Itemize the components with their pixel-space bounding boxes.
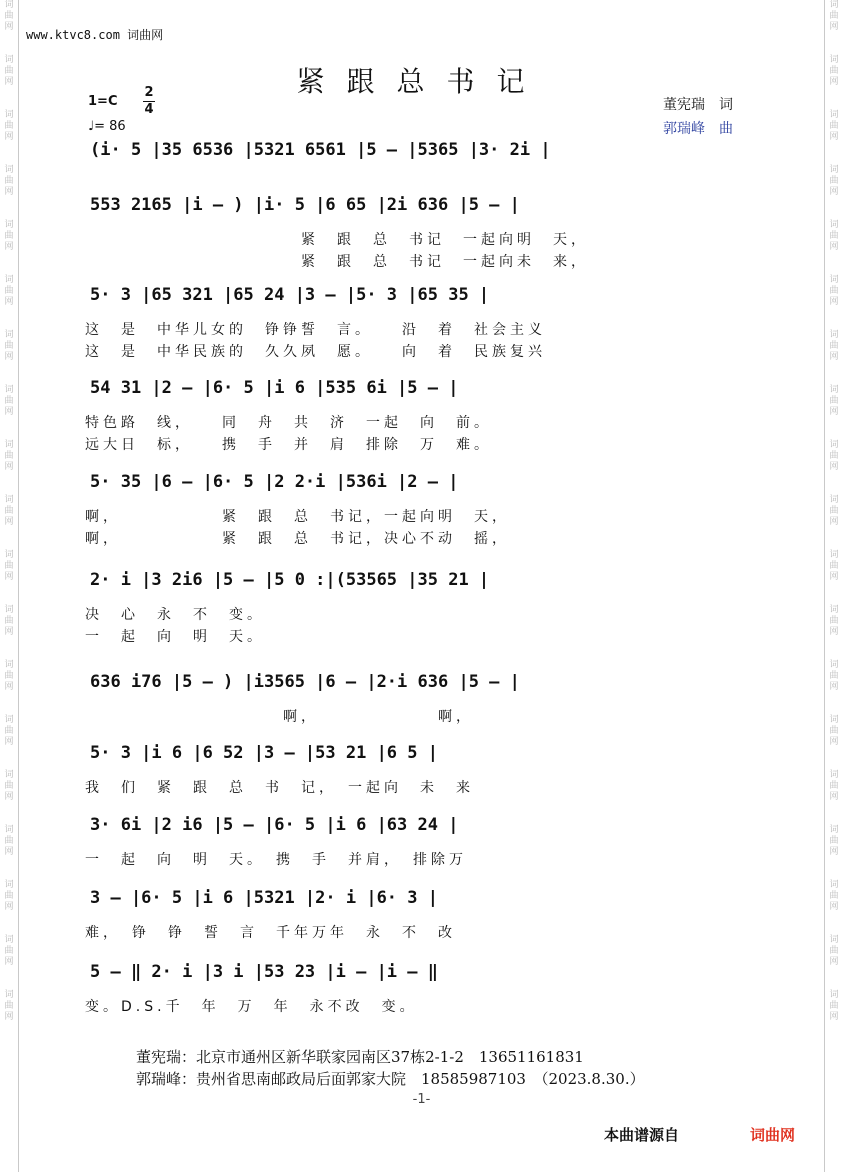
- watermark-text: 词 曲 网: [4, 275, 14, 307]
- lyricist-credit: 董宪瑞 词: [663, 97, 733, 113]
- watermark-text: 词 曲 网: [829, 495, 839, 527]
- watermark-text: 词 曲 网: [4, 715, 14, 747]
- watermark-text: 词 曲 网: [829, 770, 839, 802]
- footer-contact-composer: 郭瑞峰：贵州省思南邮政局后面郭家大院 18585987103 （2023.8.30.）: [136, 1070, 645, 1088]
- lyric-line: 一 起 向 明 天。 携 手 并肩， 排除万: [85, 852, 467, 868]
- lyric-line: 啊， 啊，: [85, 709, 474, 725]
- watermark-text: 词 曲 网: [829, 440, 839, 472]
- lyric-line: 特色路 线， 同 舟 共 济 一起 向 前。: [85, 415, 492, 431]
- notation-line: 553 2165 |i – ) |i· 5 |6 65 |2i 636 |5 – |: [90, 195, 520, 215]
- watermark-text: 词 曲 网: [4, 880, 14, 912]
- notation-line: 2· i |3 2i6 |5 – |5 0 :|(53565 |35 21 |: [90, 570, 490, 590]
- lyric-line: 紧 跟 总 书记 一起向明 天，: [85, 232, 589, 248]
- composer-credit: 郭瑞峰 曲: [663, 121, 733, 137]
- notation-line: (i· 5 |35 6536 |5321 6561 |5 – |5365 |3· 2i |: [90, 140, 551, 160]
- watermark-text: 词 曲 网: [4, 55, 14, 87]
- lyric-line: 一 起 向 明 天。: [85, 629, 265, 645]
- watermark-text: 词 曲 网: [829, 0, 839, 32]
- notation-line: 636 i76 |5 – ) |i3565 |6 – |2·i 636 |5 – |: [90, 672, 520, 692]
- watermark-text: 词 曲 网: [4, 550, 14, 582]
- watermark-text: 词 曲 网: [829, 605, 839, 637]
- page-title: 紧跟总书记: [296, 65, 547, 98]
- notation-line: 5· 3 |65 321 |65 24 |3 – |5· 3 |65 35 |: [90, 285, 490, 305]
- time-signature: [143, 86, 155, 117]
- watermark-text: 词 曲 网: [829, 165, 839, 197]
- tempo-marking: ♩= 86: [88, 119, 126, 134]
- watermark-text: 词 曲 网: [829, 825, 839, 857]
- lyric-line: 啊， 紧 跟 总 书记，一起向明 天，: [85, 509, 510, 525]
- meter-bottom: 4: [144, 102, 154, 117]
- watermark-text: 词 曲 网: [829, 990, 839, 1022]
- notation-line: 5· 35 |6 – |6· 5 |2 2·i |536i |2 – |: [90, 472, 459, 492]
- lyric-line: 远大日 标， 携 手 并 肩 排除 万 难。: [85, 437, 492, 453]
- watermark-text: 词 曲 网: [829, 660, 839, 692]
- watermark-text: 词 曲 网: [4, 605, 14, 637]
- watermark-text: 词 曲 网: [4, 220, 14, 252]
- watermark-text: 词 曲 网: [829, 715, 839, 747]
- meter-top: 2: [144, 85, 154, 100]
- notation-line: 5 – ‖ 2· i |3 i |53 23 |i – |i – ‖: [90, 962, 438, 982]
- source-label: 本曲谱源自: [604, 1126, 680, 1144]
- page-number: -1-: [412, 1092, 431, 1107]
- right-watermark-strip: [824, 0, 843, 1172]
- footer-contact-lyricist: 董宪瑞：北京市通州区新华联家园南区37栋2-1-2 13651161831: [136, 1048, 584, 1066]
- key-signature: 1=C: [88, 94, 118, 109]
- watermark-text: 词 曲 网: [829, 330, 839, 362]
- source-link[interactable]: 词曲网: [750, 1126, 796, 1144]
- watermark-text: 词 曲 网: [4, 385, 14, 417]
- watermark-text: 词 曲 网: [4, 825, 14, 857]
- notation-line: 54 31 |2 – |6· 5 |i 6 |535 6i |5 – |: [90, 378, 459, 398]
- watermark-text: 词 曲 网: [829, 110, 839, 142]
- lyric-line: 啊， 紧 跟 总 书记，决心不动 摇，: [85, 531, 510, 547]
- watermark-text: 词 曲 网: [4, 0, 14, 32]
- lyric-line: 紧 跟 总 书记 一起向未 来，: [85, 254, 589, 270]
- watermark-text: 词 曲 网: [829, 935, 839, 967]
- lyric-line: 我 们 紧 跟 总 书 记， 一起向 未 来: [85, 780, 474, 796]
- notation-line: 3· 6i |2 i6 |5 – |6· 5 |i 6 |63 24 |: [90, 815, 459, 835]
- watermark-text: 词 曲 网: [829, 55, 839, 87]
- watermark-text: 词 曲 网: [4, 165, 14, 197]
- watermark-text: 词 曲 网: [829, 220, 839, 252]
- watermark-text: 词 曲 网: [829, 275, 839, 307]
- lyric-line: 决 心 永 不 变。: [85, 607, 265, 623]
- watermark-text: 词 曲 网: [829, 385, 839, 417]
- watermark-text: 词 曲 网: [4, 990, 14, 1022]
- watermark-text: 词 曲 网: [4, 935, 14, 967]
- left-watermark-strip: [0, 0, 19, 1172]
- site-url[interactable]: www.ktvc8.com 词曲网: [26, 28, 164, 42]
- lyric-line: 这 是 中华儿女的 铮铮誓 言。 沿 着 社会主义: [85, 322, 546, 338]
- lyric-line: 变。D.S.千 年 万 年 永不改 变。: [85, 999, 418, 1015]
- watermark-text: 词 曲 网: [829, 880, 839, 912]
- watermark-text: 词 曲 网: [4, 495, 14, 527]
- lyric-line: 这 是 中华民族的 久久夙 愿。 向 着 民族复兴: [85, 344, 546, 360]
- notation-line: 3 – |6· 5 |i 6 |5321 |2· i |6· 3 |: [90, 888, 438, 908]
- watermark-text: 词 曲 网: [4, 330, 14, 362]
- watermark-text: 词 曲 网: [4, 440, 14, 472]
- watermark-text: 词 曲 网: [4, 770, 14, 802]
- watermark-text: 词 曲 网: [4, 660, 14, 692]
- watermark-text: 词 曲 网: [829, 550, 839, 582]
- lyric-line: 难， 铮 铮 誓 言 千年万年 永 不 改: [85, 925, 456, 941]
- notation-line: 5· 3 |i 6 |6 52 |3 – |53 21 |6 5 |: [90, 743, 438, 763]
- watermark-text: 词 曲 网: [4, 110, 14, 142]
